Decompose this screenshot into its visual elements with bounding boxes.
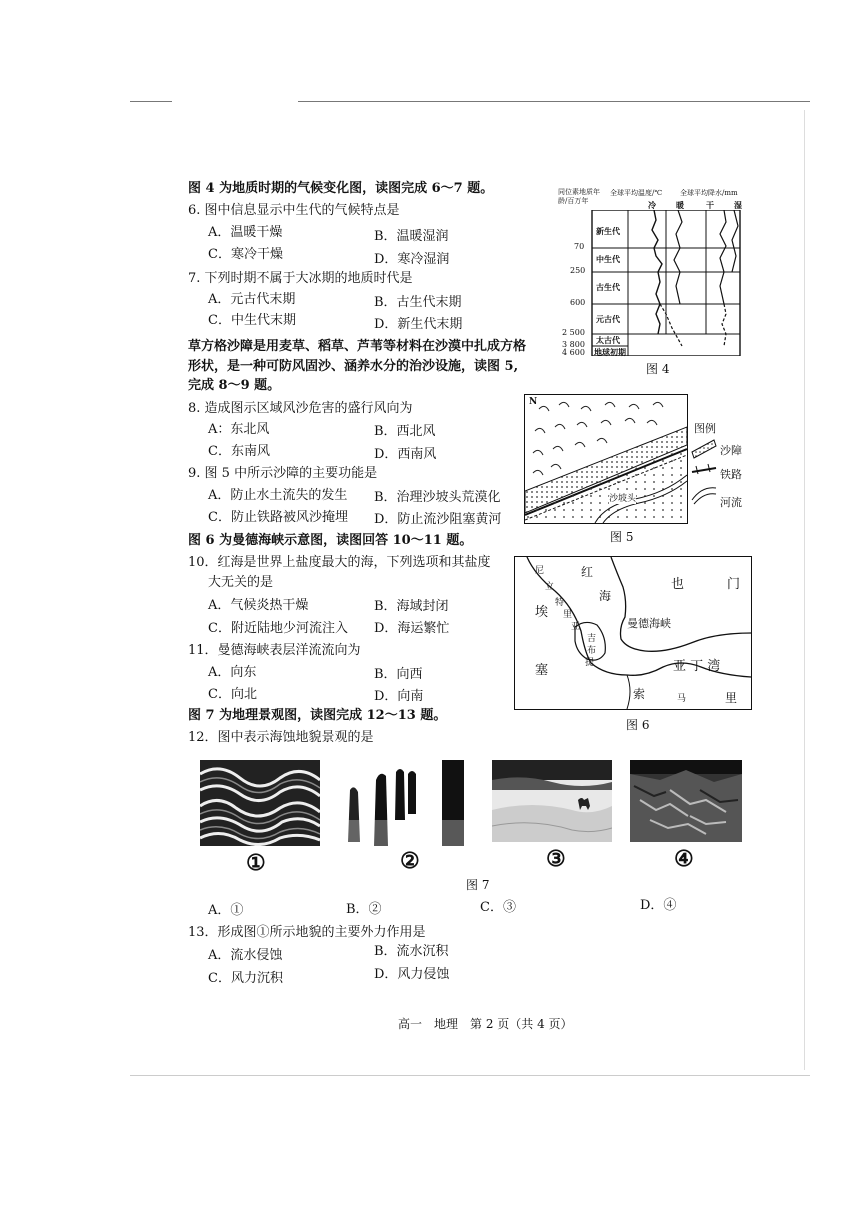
q9-option-b: B．治理沙坡头荒漠化 <box>374 490 501 505</box>
q10-stem-line1: 10．红海是世界上盐度最大的海，下列选项和其盐度 <box>188 555 491 570</box>
q7-stem: 7. 下列时期不属于大冰期的地质时代是 <box>188 271 413 286</box>
q8-option-a: A：东北风 <box>208 422 270 437</box>
q11-option-d: D．向南 <box>374 689 424 704</box>
q9-option-d: D．防止流沙阻塞黄河 <box>374 512 502 527</box>
fig5-north-label: N <box>529 397 538 407</box>
fig7-photo-4 <box>630 760 742 842</box>
scan-edge-right <box>804 110 805 1070</box>
intro-fig7: 图 7 为地理景观图，读图完成 12～13 题。 <box>188 708 447 723</box>
fig6-label-ya: 亚 <box>571 622 581 632</box>
q13-option-c: C．风力沉积 <box>208 971 283 986</box>
q11-option-a: A．向东 <box>208 665 257 680</box>
fig6-label-suo: 索 <box>633 687 646 701</box>
fig4-header-temp: 全球平均温度/℃ <box>610 189 663 197</box>
fig6-label-ti: 提 <box>585 658 595 668</box>
intro-fig5-line3: 完成 8～9 题。 <box>188 378 281 393</box>
fig7-photo-3-svg <box>492 760 612 842</box>
fig7-photo-1-svg <box>200 760 320 846</box>
fig6-label-hong: 红 <box>581 565 594 579</box>
q8-option-b: B．西北风 <box>374 424 436 439</box>
q7-option-d: D．新生代末期 <box>374 317 463 332</box>
q11-option-b: B．向西 <box>374 667 423 682</box>
q13-option-b: B．流水沉积 <box>374 944 449 959</box>
fig6-label-ma: 马 <box>677 694 687 704</box>
intro-fig5-line1: 草方格沙障是用麦草、稻草、芦苇等材料在沙漠中扎成方格 <box>188 339 527 354</box>
q8-option-c: C．东南风 <box>208 444 270 459</box>
fig6-label-li: 立 <box>545 582 555 592</box>
fig4-age-4600: 4 600 <box>562 348 585 357</box>
fig4-age-2500: 2 500 <box>562 328 585 337</box>
fig4-chart-svg <box>556 210 752 356</box>
fig5-legend-svg <box>690 438 720 508</box>
fig4-age-70: 70 <box>574 242 585 251</box>
fig6-label-bu: 布 <box>587 646 597 656</box>
top-rule-right <box>298 101 810 102</box>
q12-option-b: B．② <box>346 902 382 917</box>
fig7-photo-2 <box>346 760 464 846</box>
fig6-label-lia: 里 <box>563 610 573 620</box>
fig4-era-proterozoic: 元古代 <box>596 314 620 324</box>
fig5-caption: 图 5 <box>610 530 634 544</box>
fig5-place-label: 沙坡头 <box>609 491 636 504</box>
fig7-label-2: ② <box>400 848 420 874</box>
fig6-label-yading: 亚 丁 湾 <box>673 659 721 674</box>
q6-stem: 6. 图中信息显示中生代的气候特点是 <box>188 203 400 218</box>
fig4-age-250: 250 <box>570 266 586 275</box>
q6-option-a: A．温暖干燥 <box>208 225 283 240</box>
q13-stem: 13．形成图①所示地貌的主要外力作用是 <box>188 925 426 940</box>
q13-option-d: D．风力侵蚀 <box>374 967 450 982</box>
q7-option-b: B．古生代末期 <box>374 295 462 310</box>
top-rule-left <box>130 101 172 102</box>
q13-option-a: A．流水侵蚀 <box>208 948 283 963</box>
fig7-label-3: ③ <box>546 846 566 872</box>
fig6-label-sai: 塞 <box>535 663 549 678</box>
fig7-photo-3 <box>492 760 612 842</box>
fig4-caption: 图 4 <box>646 362 670 376</box>
q12-stem: 12．图中表示海蚀地貌景观的是 <box>188 730 374 745</box>
fig4-era-mesozoic: 中生代 <box>596 254 620 264</box>
fig7-label-4: ④ <box>674 846 694 872</box>
fig4-wet: 湿 <box>734 200 742 210</box>
q9-option-c: C．防止铁路被风沙掩埋 <box>208 510 348 525</box>
fig6-label-gu: 吉 <box>587 634 597 644</box>
fig6-caption: 图 6 <box>626 718 650 732</box>
q10-option-c: C．附近陆地少河流注入 <box>208 621 348 636</box>
fig5-legend-rail: 铁路 <box>720 468 742 481</box>
q7-option-a: A．元古代末期 <box>208 292 296 307</box>
fig7-caption: 图 7 <box>466 878 490 892</box>
fig5-legend-barrier: 沙障 <box>720 444 742 457</box>
fig5-legend-river: 河流 <box>720 496 742 509</box>
figure-4 <box>556 186 752 376</box>
q10-option-d: D．海运繁忙 <box>374 621 450 636</box>
fig4-era-archean: 太古代 <box>596 335 620 345</box>
q9-stem: 9. 图 5 中所示沙障的主要功能是 <box>188 466 378 481</box>
q11-stem: 11．曼德海峡表层洋流流向为 <box>188 643 361 658</box>
fig4-dry: 干 <box>706 200 714 210</box>
fig6-label-li2: 里 <box>725 691 738 705</box>
scan-edge-bottom <box>130 1075 810 1076</box>
fig4-age-600: 600 <box>570 298 586 307</box>
fig6-label-hai: 海 <box>599 589 612 603</box>
q6-option-b: B．温暖湿润 <box>374 229 449 244</box>
fig6-label-men: 门 <box>727 577 741 592</box>
page-footer: 高一 地理 第 2 页（共 4 页） <box>398 1017 573 1031</box>
fig7-photo-2-svg <box>346 760 464 846</box>
q9-option-a: A．防止水土流失的发生 <box>208 488 348 503</box>
q7-option-c: C．中生代末期 <box>208 313 296 328</box>
q10-option-a: A．气候炎热干燥 <box>208 598 309 613</box>
fig4-era-cenozoic: 新生代 <box>596 226 620 236</box>
fig7-photo-1 <box>200 760 320 846</box>
figure-5 <box>524 394 688 524</box>
fig4-warm: 暖 <box>676 200 684 210</box>
q8-stem: 8. 造成图示区域风沙危害的盛行风向为 <box>188 401 413 416</box>
fig4-era-paleozoic: 古生代 <box>596 282 620 292</box>
q10-option-b: B．海域封闭 <box>374 599 449 614</box>
intro-fig4: 图 4 为地质时期的气候变化图，读图完成 6～7 题。 <box>188 181 494 196</box>
fig6-label-strait: 曼德海峡 <box>627 617 671 630</box>
fig4-cold: 冷 <box>648 200 656 210</box>
fig5-map-svg <box>525 395 687 523</box>
figure-6 <box>514 556 752 710</box>
intro-fig5-line2: 形状，是一种可防风固沙、涵养水分的治沙设施，读图 5, <box>188 359 519 374</box>
fig6-label-ni: 尼 <box>535 566 545 576</box>
fig5-legend-title: 图例 <box>694 422 716 435</box>
fig4-era-earliest: 地球初期 <box>594 347 626 357</box>
fig4-age-3800: 3 800 <box>562 340 585 349</box>
fig6-label-ye: 也 <box>671 577 685 592</box>
q6-option-c: C．寒冷干燥 <box>208 247 283 262</box>
fig4-header-precip: 全球平均降水/mm <box>680 189 738 197</box>
q12-option-a: A．① <box>208 903 244 918</box>
q12-option-d: D．④ <box>640 898 677 913</box>
fig7-label-1: ① <box>246 850 266 876</box>
q8-option-d: D．西南风 <box>374 447 437 462</box>
fig4-header-age: 同位素地质年龄/百万年 <box>558 188 600 205</box>
q11-option-c: C．向北 <box>208 687 257 702</box>
q12-option-c: C．③ <box>480 900 516 915</box>
q10-stem-line2: 大无关的是 <box>208 575 274 590</box>
intro-fig6: 图 6 为曼德海峡示意图，读图回答 10～11 题。 <box>188 533 473 548</box>
fig7-photo-4-svg <box>630 760 742 842</box>
fig6-label-ai: 埃 <box>535 605 549 620</box>
q6-option-d: D．寒冷湿润 <box>374 252 450 267</box>
fig6-label-te: 特 <box>555 598 565 608</box>
fig5-legend <box>690 420 750 510</box>
